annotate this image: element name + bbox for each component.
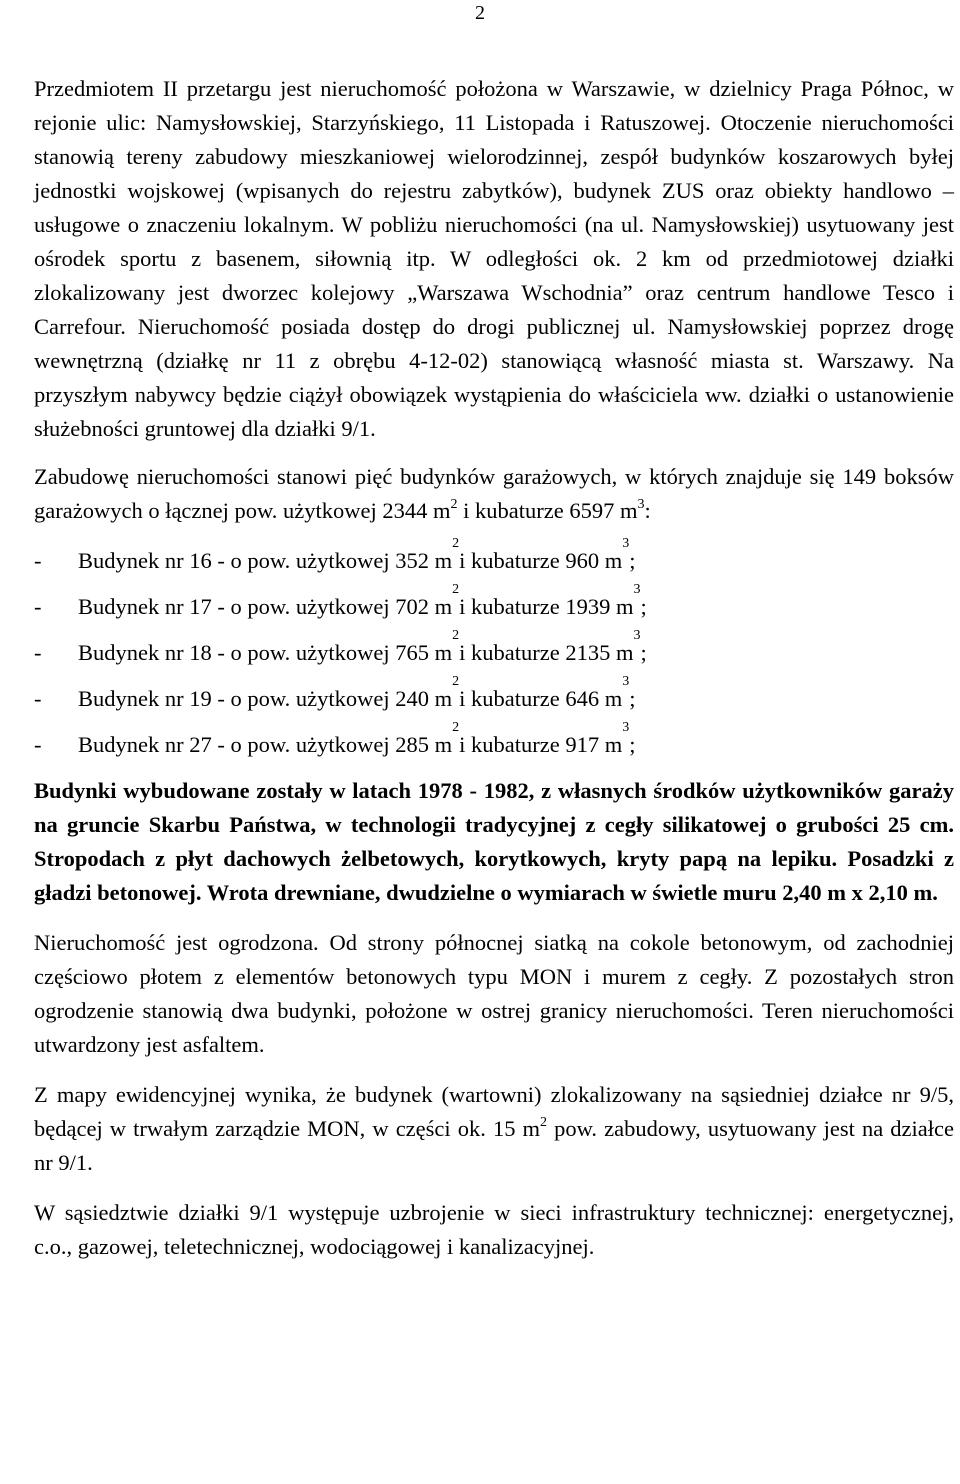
map-text: Z mapy ewidencyjnej wynika, że budynek (wartowni) zlokalizowany na sąsiedniej działce nr 9/5, będącej w trwałym zarządzie MON, w części ok. 15 m	[34, 1082, 954, 1141]
building-mid: i kubaturze 960 m	[459, 548, 623, 573]
list-item	[34, 720, 954, 762]
superscript-3: 3	[622, 720, 630, 735]
superscript-3: 3	[637, 497, 645, 512]
list-dash: -	[34, 732, 42, 757]
building-text: Budynek nr 19 - o pow. użytkowej 240 m	[78, 686, 453, 711]
paragraph-buildings-intro	[34, 460, 954, 528]
building-end: ;	[629, 732, 636, 757]
buildings-list	[34, 536, 954, 762]
superscript-2: 2	[452, 628, 460, 643]
document-body	[34, 72, 954, 1264]
building-mid: i kubaturze 917 m	[459, 732, 623, 757]
list-item	[34, 628, 954, 670]
superscript-3: 3	[622, 674, 630, 689]
list-item	[34, 582, 954, 624]
list-dash: -	[34, 640, 42, 665]
paragraph-fencing: Nieruchomość jest ogrodzona. Od strony północnej siatką na cokole betonowym, od zachodniej częściowo płotem z elementów betonowych typu MON i murem z cegły. Z pozostałych stron ogrodzenie stanowią dwa budynki, położone w ostrej granicy nieruchomości. Teren nieruchomości utwardzony jest asfaltem.	[34, 930, 954, 1057]
list-dash: -	[34, 548, 42, 573]
list-item	[34, 674, 954, 716]
intro-end: :	[644, 498, 651, 523]
superscript-2: 2	[452, 720, 460, 735]
superscript-2: 2	[452, 536, 460, 551]
superscript-2: 2	[540, 1115, 548, 1130]
paragraph-utilities: W sąsiedztwie działki 9/1 występuje uzbrojenie w sieci infrastruktury technicznej: energetycznej, c.o., gazowej, teletechnicznej, wodociągowej i kanalizacyjnej.	[34, 1200, 954, 1259]
paragraph-construction: Budynki wybudowane zostały w latach 1978 - 1982, z własnych środków użytkowników garaży na gruncie Skarbu Państwa, w technologii tradycyjnej z cegły silikatowej o grubości 25 cm. Stropodach z płyt dachowych żelbetowych, korytkowych, kryty papą na lepiku. Posadzki z gładzi betonowej. Wrota drewniane, dwudzielne o wymiarach w świetle muru 2,40 m x 2,10 m.	[34, 778, 954, 905]
list-item	[34, 536, 954, 578]
building-mid: i kubaturze 2135 m	[459, 640, 634, 665]
paragraph-map	[34, 1078, 954, 1180]
building-end: ;	[629, 548, 636, 573]
superscript-3: 3	[622, 536, 630, 551]
building-end: ;	[629, 686, 636, 711]
building-text: Budynek nr 17 - o pow. użytkowej 702 m	[78, 594, 453, 619]
superscript-3: 3	[633, 582, 641, 597]
building-mid: i kubaturze 1939 m	[459, 594, 634, 619]
building-text: Budynek nr 18 - o pow. użytkowej 765 m	[78, 640, 453, 665]
superscript-3: 3	[633, 628, 641, 643]
building-mid: i kubaturze 646 m	[459, 686, 623, 711]
building-text: Budynek nr 27 - o pow. użytkowej 285 m	[78, 732, 453, 757]
paragraph-location: Przedmiotem II przetargu jest nieruchomość położona w Warszawie, w dzielnicy Praga Północ, w rejonie ulic: Namysłowskiej, Starzyńskiego, 11 Listopada i Ratuszowej. Otoczenie nieruchomości stanowią tereny zabudowy mieszkaniowej wielorodzinnej, zespół budynków koszarowych byłej jednostki wojskowej (wpisanych do rejestru zabytków), budynek ZUS oraz obiekty handlowo – usługowe o znaczeniu lokalnym. W pobliżu nieruchomości (na ul. Namysłowskiej) usytuowany jest ośrodek sportu z basenem, siłownią itp. W odległości ok. 2 km od przedmiotowej działki zlokalizowany jest dworzec kolejowy „Warszawa Wschodnia” oraz centrum handlowe Tesco i Carrefour. Nieruchomość posiada dostęp do drogi publicznej ul. Namysłowskiej poprzez drogę wewnętrzną (działkę nr 11 z obrębu 4-12-02) stanowiącą własność miasta st. Warszawy. Na przyszłym nabywcy będzie ciążył obowiązek wystąpienia do właściciela ww. działki o ustanowienie służebności gruntowej dla działki 9/1.	[34, 76, 954, 441]
building-end: ;	[640, 640, 647, 665]
superscript-2: 2	[452, 582, 460, 597]
page-number: 2	[475, 2, 485, 24]
building-end: ;	[640, 594, 647, 619]
intro-mid: i kubaturze 6597 m	[457, 498, 638, 523]
list-dash: -	[34, 594, 42, 619]
intro-text: Zabudowę nieruchomości stanowi pięć budynków garażowych, w których znajduje się 149 boksów garażowych o łącznej pow. użytkowej 2344 m	[34, 464, 954, 523]
list-dash: -	[34, 686, 42, 711]
superscript-2: 2	[450, 497, 458, 512]
superscript-2: 2	[452, 674, 460, 689]
building-text: Budynek nr 16 - o pow. użytkowej 352 m	[78, 548, 453, 573]
map-end: pow. zabudowy, usytuowany jest na działce nr 9/1.	[34, 1116, 954, 1175]
